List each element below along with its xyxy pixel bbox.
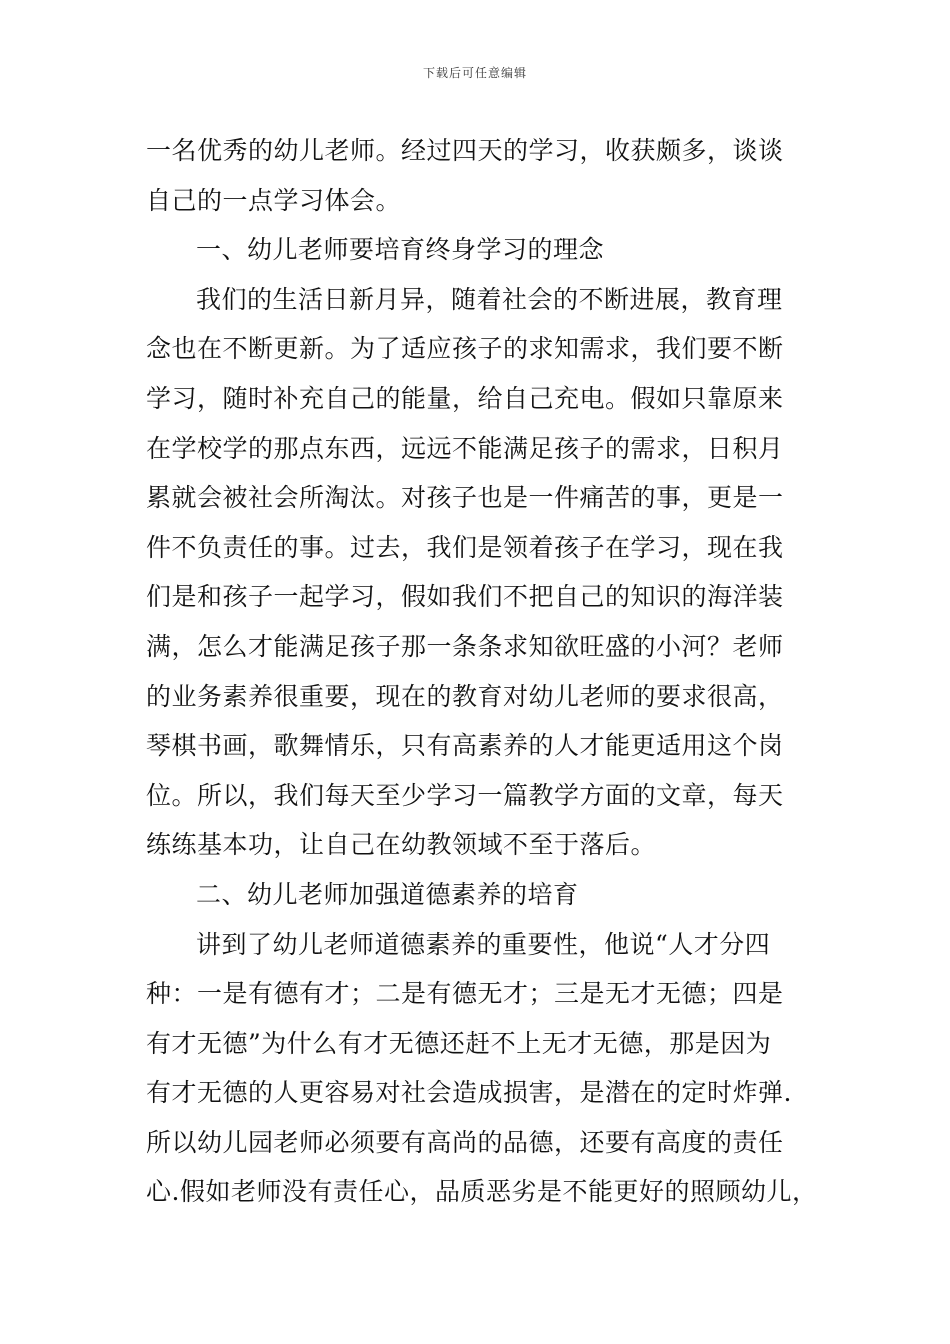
text-line: 念也在不断更新。为了适应孩子的求知需求，我们要不断 (146, 334, 784, 364)
text-line: 琴棋书画，歌舞情乐，只有高素养的人才能更适用这个岗 (146, 731, 784, 761)
text-line: 所以幼儿园老师必须要有高尚的品德，还要有高度的责任 (146, 1127, 784, 1157)
text-line: 练练基本功，让自己在幼教领域不至于落后。 (146, 830, 657, 860)
text-line: 有才无德”为什么有才无德还赶不上无才无德，那是因为 (146, 1028, 772, 1058)
text-line: 的业务素养很重要，现在的教育对幼儿老师的要求很高， (146, 681, 784, 711)
text-line: 位。所以，我们每天至少学习一篇教学方面的文章，每天 (146, 780, 784, 810)
page-header: 下载后可任意编辑 (422, 66, 527, 80)
text-line: 一名优秀的幼儿老师。经过四天的学习，收获颇多，谈谈 (146, 136, 784, 165)
text-line: 们是和孩子一起学习，假如我们不把自己的知识的海洋装 (146, 582, 784, 612)
text-line: 我们的生活日新月异，随着社会的不断进展，教育理 (196, 284, 783, 314)
text-line: 累就会被社会所淘汰。对孩子也是一件痛苦的事，更是一 (146, 483, 784, 513)
text-line: 件不负责任的事。过去，我们是领着孩子在学习，现在我 (146, 532, 784, 562)
text-line: 种：一是有德有才；二是有德无才；三是无才无德；四是 (146, 979, 784, 1009)
text-line: 在学校学的那点东西，远远不能满足孩子的需求，日积月 (146, 433, 784, 463)
text-line: 讲到了幼儿老师道德素养的重要性，他说“人才分四 (196, 929, 771, 959)
text-line: 学习，随时补充自己的能量，给自己充电。假如只靠原来 (146, 383, 784, 413)
text-line: 满，怎么才能满足孩子那一条条求知欲旺盛的小河？老师 (146, 631, 784, 661)
text-line: 有才无德的人更容易对社会造成损害，是潜在的定时炸弹. (146, 1078, 792, 1108)
text-line: 自己的一点学习体会。 (146, 185, 402, 215)
section-heading: 一、幼儿老师要培育终身学习的理念 (196, 235, 605, 265)
section-heading: 二、幼儿老师加强道德素养的培育 (196, 879, 579, 909)
text-line: 心.假如老师没有责任心，品质恶劣是不能更好的照顾幼儿， (146, 1177, 818, 1207)
document-body (146, 126, 826, 1217)
